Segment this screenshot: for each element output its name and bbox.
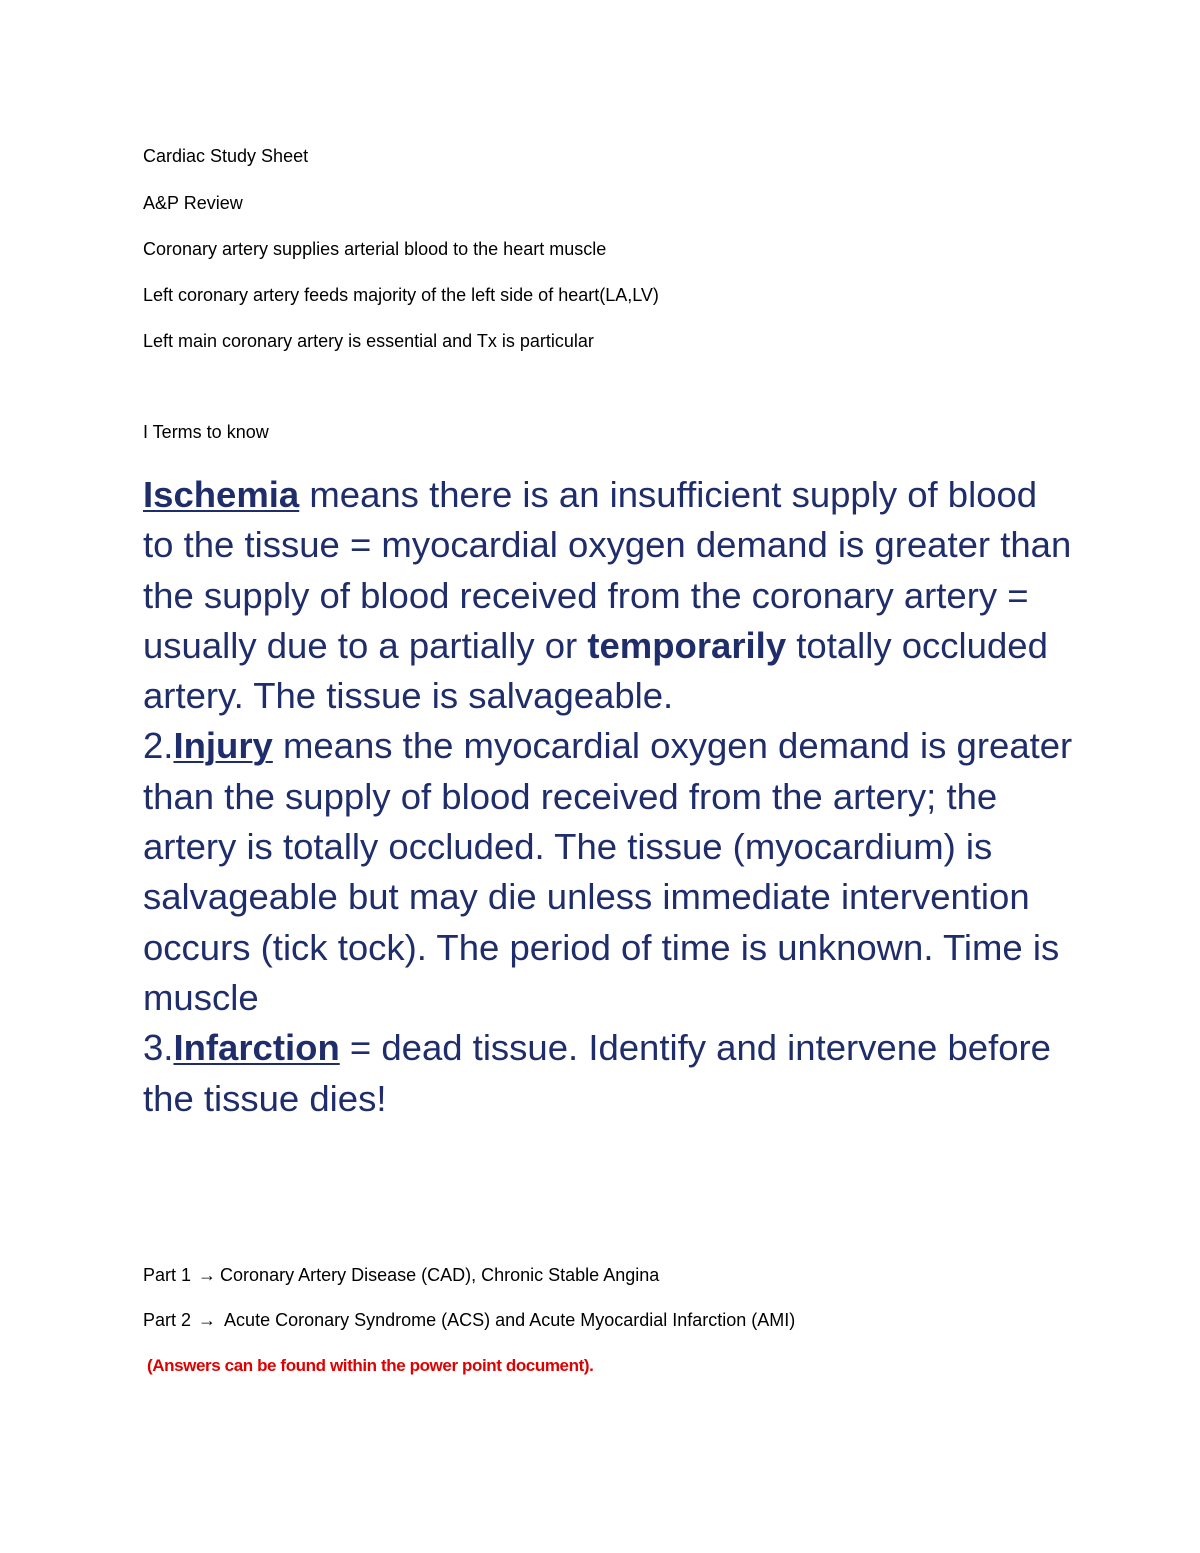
ischemia-text-b: totally occluded artery. The tissue is salvageable. bbox=[143, 624, 1048, 717]
injury-number: 2. bbox=[143, 725, 174, 767]
terms-block bbox=[143, 470, 1073, 1124]
part-label: Part 2 bbox=[143, 1310, 192, 1330]
ischemia-text-a: means there is an insufficient supply of blood to the tissue = myocardial oxygen demand is greater than the supply of blood received from the coronary artery = usually due to a partially or bbox=[143, 474, 1072, 666]
ischemia-definition bbox=[143, 470, 1073, 721]
review-line: Left main coronary artery is essential and Tx is particular bbox=[143, 331, 594, 351]
arrow-right-icon: → bbox=[198, 1310, 217, 1330]
ischemia-term: Ischemia bbox=[143, 474, 300, 515]
arrow-right-icon: → bbox=[198, 1265, 217, 1285]
infarction-text: = dead tissue. Identify and intervene before the tissue dies! bbox=[143, 1027, 1051, 1119]
infarction-definition bbox=[143, 1023, 1073, 1124]
review-line: Coronary artery supplies arterial blood to the heart muscle bbox=[143, 239, 607, 259]
infarction-term: Infarction bbox=[173, 1027, 340, 1069]
part-line bbox=[143, 1264, 659, 1286]
review-line: Left coronary artery feeds majority of the left side of heart(LA,LV) bbox=[143, 285, 659, 305]
page-title: Cardiac Study Sheet bbox=[143, 146, 309, 166]
injury-text: means the myocardial oxygen demand is greater than the supply of blood received from the artery; the artery is totally occluded. The tissue (myocardium) is salvageable but may die unless immediate intervention occurs (tick tock). The period of time is unknown. Time is muscle bbox=[143, 725, 1073, 1018]
part-text: Coronary Artery Disease (CAD), Chronic Stable Angina bbox=[220, 1265, 660, 1285]
part-label: Part 1 bbox=[143, 1265, 192, 1285]
terms-heading: I Terms to know bbox=[143, 422, 269, 442]
infarction-number: 3. bbox=[143, 1027, 174, 1069]
injury-term: Injury bbox=[173, 725, 273, 767]
part-text: Acute Coronary Syndrome (ACS) and Acute Myocardial Infarction (AMI) bbox=[220, 1310, 796, 1330]
injury-definition bbox=[143, 721, 1073, 1023]
ischemia-emphasis: temporarily bbox=[587, 624, 787, 666]
part-line bbox=[143, 1309, 795, 1331]
answers-note: (Answers can be found within the power point document). bbox=[147, 1356, 594, 1375]
section-heading: A&P Review bbox=[143, 193, 243, 213]
